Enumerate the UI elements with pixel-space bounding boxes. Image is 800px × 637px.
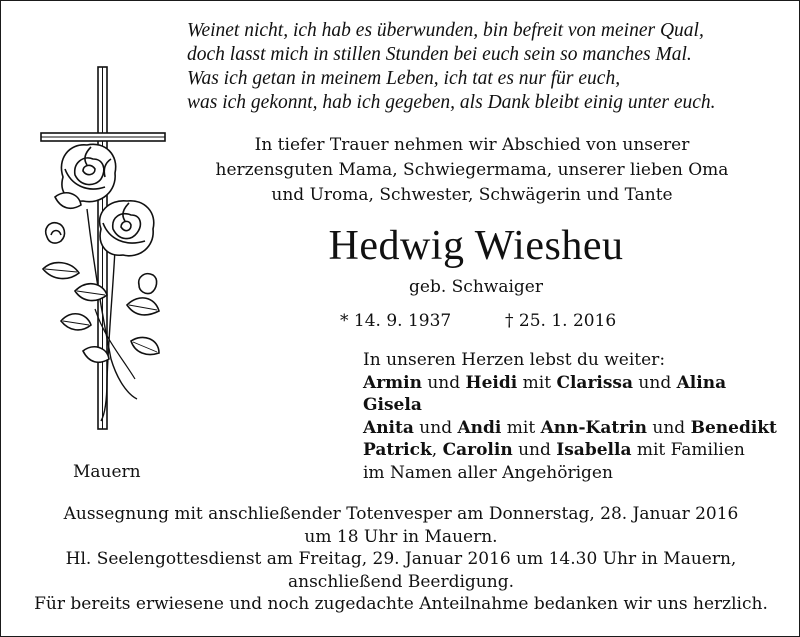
mourners-line — [363, 417, 783, 440]
mourners-line — [363, 372, 783, 395]
mourner-name: Anita — [363, 417, 414, 438]
birth-date: * 14. 9. 1937 — [340, 311, 452, 331]
poem-line: Weinet nicht, ich hab es überwunden, bin befreit von meiner Qual, — [187, 20, 704, 41]
service-line: Hl. Seelengottesdienst am Freitag, 29. Januar 2016 um 14.30 Uhr in Mauern, — [65, 549, 737, 569]
service-line: Aussegnung mit anschließender Totenvesper am Donnerstag, 28. Januar 2016 — [63, 504, 739, 524]
mourner-name: Ann-Katrin — [540, 417, 647, 438]
service-details — [1, 503, 800, 616]
mourner-name: Benedikt — [690, 417, 777, 438]
death-date: † 25. 1. 2016 — [505, 311, 617, 331]
mourner-name: Carolin — [442, 440, 513, 460]
poem — [187, 19, 787, 115]
connector-text: und — [646, 417, 691, 438]
service-line: um 18 Uhr in Mauern. — [304, 526, 498, 547]
mourner-name: Patrick — [363, 440, 432, 460]
mourner-name: Gisela — [363, 395, 422, 415]
connector-text: mit Familien — [631, 440, 745, 460]
connector-text: mit — [501, 417, 541, 438]
thanks-line: Für bereits erwiesene und noch zugedachte Anteilnahme bedanken wir uns herzlich. — [34, 594, 768, 614]
mourners-list — [363, 349, 783, 484]
intro-line: In tiefer Trauer nehmen wir Abschied von unserer — [254, 135, 690, 155]
mourner-name: Isabella — [556, 440, 632, 460]
poem-line: Was ich getan in meinem Leben, ich tat es nur für euch, — [187, 68, 621, 89]
connector-text: und — [413, 417, 458, 438]
place-name: Mauern — [73, 462, 141, 482]
mourners-intro: In unseren Herzen lebst du weiter: — [363, 350, 666, 370]
mourner-name: Clarissa — [556, 372, 634, 393]
connector-text: , — [431, 440, 443, 460]
intro-line: und Uroma, Schwester, Schwägerin und Tante — [271, 185, 673, 205]
connector-text: und — [633, 372, 677, 393]
poem-line: doch lasst mich in stillen Stunden bei euch sein so manches Mal. — [187, 44, 692, 65]
connector-text: und — [421, 372, 466, 393]
poem-line: was ich gekonnt, hab ich gegeben, als Dank bleibt einig unter euch. — [187, 92, 716, 113]
intro-line: herzensguten Mama, Schwiegermama, unserer lieben Oma — [215, 160, 729, 180]
service-line: anschließend Beerdigung. — [288, 571, 514, 592]
mourner-name: Armin — [363, 372, 422, 393]
mourner-name: Heidi — [465, 372, 518, 393]
mourners-line — [363, 439, 783, 462]
cross-with-roses-icon — [35, 59, 175, 439]
connector-text: mit — [517, 372, 557, 393]
maiden-name: geb. Schwaiger — [409, 277, 543, 297]
announcement-intro — [197, 133, 747, 208]
mourners-closing: im Namen aller Angehörigen — [363, 462, 613, 483]
connector-text: und — [512, 440, 557, 460]
mourners-line — [363, 394, 783, 417]
mourner-name: Alina — [676, 372, 727, 393]
deceased-name: Hedwig Wiesheu — [328, 223, 624, 269]
mourner-name: Andi — [457, 417, 502, 438]
